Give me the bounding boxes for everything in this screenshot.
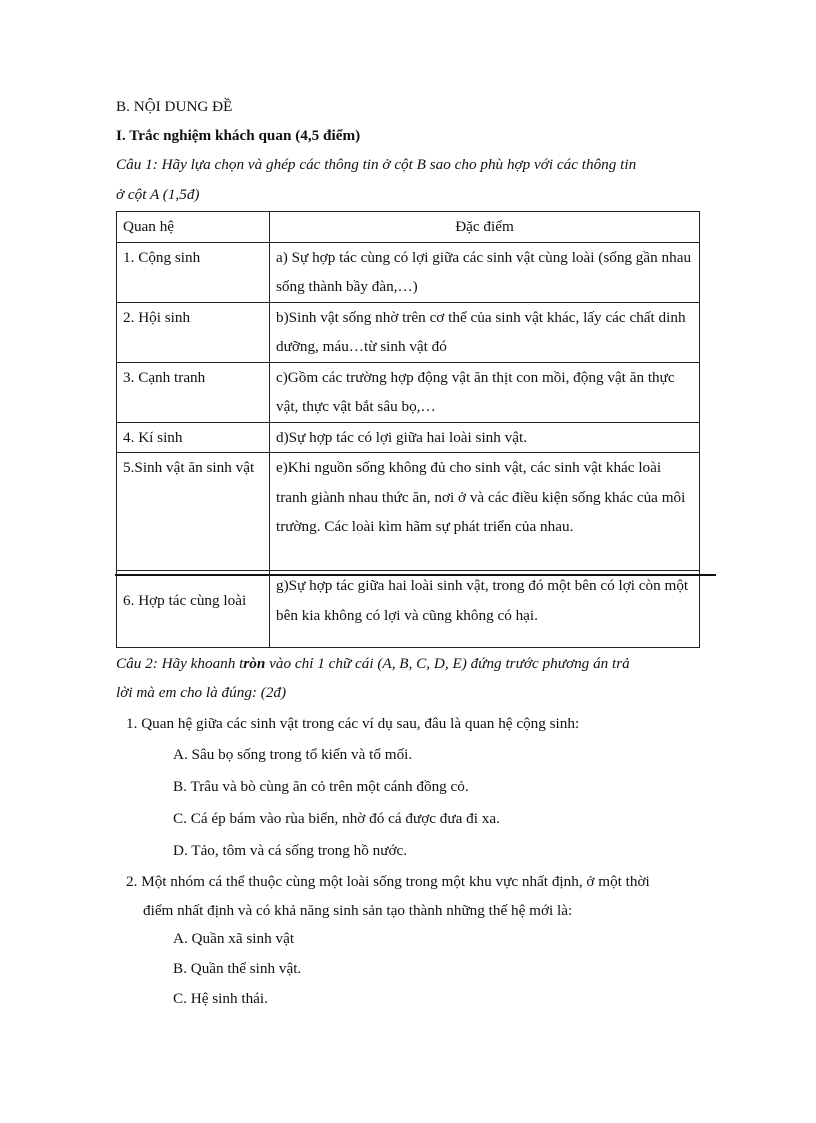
table-row <box>117 362 700 422</box>
feature-cell: g)Sự hợp tác giữa hai loài sinh vật, trong đó một bên có lợi còn một bên kia không có lợi và cũng không có hại. <box>270 571 700 648</box>
table-row <box>117 422 700 453</box>
prompt-part: Câu 2: Hãy khoanh t <box>116 655 244 672</box>
item-2-option-a: A. Quần xã sinh vật <box>173 930 295 947</box>
relation-cell: 6. Hợp tác cùng loài <box>117 571 270 648</box>
item-2-option-c: C. Hệ sinh thái. <box>173 990 268 1007</box>
relation-cell: 5.Sinh vật ăn sinh vật <box>117 453 270 571</box>
relation-cell: 3. Cạnh tranh <box>117 362 270 422</box>
prompt-bold-part: ròn <box>243 655 266 672</box>
relation-cell: 4. Kí sinh <box>117 422 270 453</box>
item-1-option-d: D. Tảo, tôm và cá sống trong hồ nước. <box>173 842 408 859</box>
table-row <box>117 453 700 571</box>
matching-table <box>116 211 700 648</box>
strikethrough-line <box>115 574 716 576</box>
feature-cell: b)Sinh vật sống nhờ trên cơ thể của sinh vật khác, lấy các chất dinh dưỡng, máu…từ sinh vật đó <box>270 302 700 362</box>
item-1-option-c: C. Cá ép bám vào rùa biển, nhờ đó cá được đưa đi xa. <box>173 810 500 827</box>
item-2-stem-line2: điểm nhất định và có khả năng sinh sản tạo thành những thế hệ mới là: <box>143 902 573 919</box>
question-2-prompt-line2: lời mà em cho là đúng: (2đ) <box>116 684 287 701</box>
table-row <box>117 302 700 362</box>
column-header-feature: Đặc điểm <box>270 212 700 243</box>
prompt-part: vào chỉ 1 chữ cái (A, B, C, D, E) đứng trước phương án trả <box>265 655 630 672</box>
table-header-row <box>117 212 700 243</box>
question-1-prompt-line1: Câu 1: Hãy lựa chọn và ghép các thông tin ở cột B sao cho phù hợp với các thông tin <box>116 156 637 173</box>
question-2-prompt-line1 <box>116 654 630 674</box>
table-row <box>117 242 700 302</box>
heading: B. NỘI DUNG ĐỀ <box>116 98 233 115</box>
relation-cell: 2. Hội sinh <box>117 302 270 362</box>
feature-cell: a) Sự hợp tác cùng có lợi giữa các sinh vật cùng loài (sống gần nhau sống thành bầy đàn,…) <box>270 242 700 302</box>
item-2-option-b: B. Quần thể sinh vật. <box>173 960 302 977</box>
relation-cell: 1. Cộng sinh <box>117 242 270 302</box>
item-2-stem-line1: 2. Một nhóm cá thể thuộc cùng một loài sống trong một khu vực nhất định, ở một thời <box>126 873 650 890</box>
feature-cell: c)Gồm các trường hợp động vật ăn thịt con mồi, động vật ăn thực vật, thực vật bắt sâu bọ,… <box>270 362 700 422</box>
item-1-stem: 1. Quan hệ giữa các sinh vật trong các ví dụ sau, đâu là quan hệ cộng sinh: <box>126 715 580 732</box>
table-row <box>117 571 700 648</box>
section-title: I. Trắc nghiệm khách quan (4,5 điểm) <box>116 127 361 144</box>
item-1-option-b: B. Trâu và bò cùng ăn cỏ trên một cánh đồng cỏ. <box>173 778 469 795</box>
feature-cell: e)Khi nguồn sống không đủ cho sinh vật, các sinh vật khác loài tranh giành nhau thức ăn, nơi ở và các điều kiện sống khác của môi trường. Các loài kìm hãm sự phát triển của nhau. <box>270 453 700 571</box>
item-1-option-a: A. Sâu bọ sống trong tổ kiến và tổ mối. <box>173 746 413 763</box>
question-1-prompt-line2: ở cột A (1,5đ) <box>116 186 200 203</box>
column-header-relation: Quan hệ <box>117 212 270 243</box>
feature-cell: d)Sự hợp tác có lợi giữa hai loài sinh vật. <box>270 422 700 453</box>
